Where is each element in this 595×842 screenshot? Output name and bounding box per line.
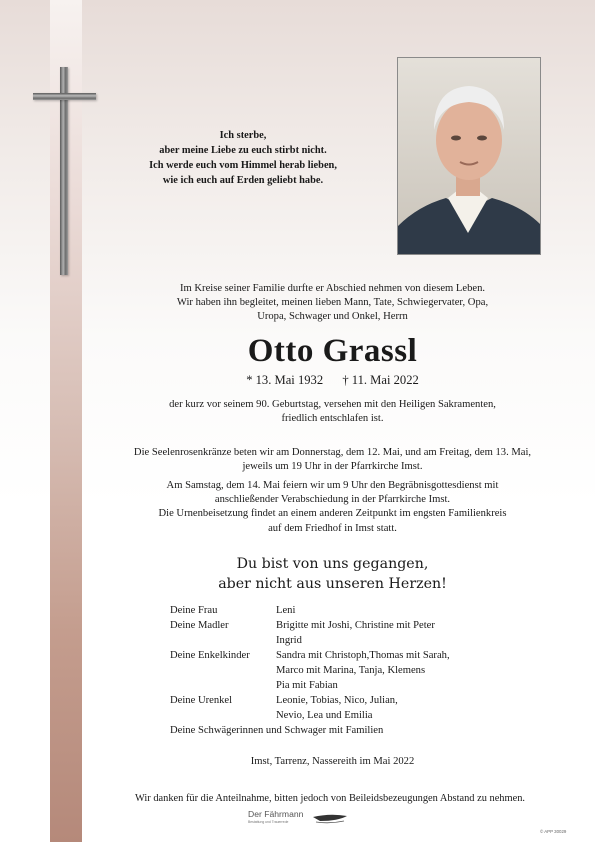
family-relation: Deine Frau: [170, 605, 218, 616]
family-name-line: Leni: [276, 605, 296, 616]
family-name-line: Nevio, Lea und Emilia: [276, 710, 373, 721]
funeral-line: Am Samstag, dem 14. Mai feiern wir um 9 Uhr den Begräbnisgottesdienst mit: [166, 480, 499, 491]
rosary-line: Die Seelenrosenkränze beten wir am Donnerstag, dem 12. Mai, und am Freitag, dem 13. Mai,: [133, 447, 532, 458]
portrait-photo: [397, 57, 541, 255]
poem-line: Ich werde euch vom Himmel herab lieben,: [149, 160, 337, 171]
family-relation: Deine Madler: [170, 620, 229, 631]
family-name-line: Marco mit Marina, Tanja, Klemens: [276, 665, 426, 676]
cross-icon-bar: [33, 93, 96, 100]
family-row: [170, 648, 550, 693]
intro-line: Uropa, Schwager und Onkel, Herrn: [257, 311, 408, 323]
death-date: † 11. Mai 2022: [342, 373, 419, 387]
portrait-icon: [398, 58, 540, 254]
memorial-quote: [105, 554, 560, 594]
poem-line: aber meine Liebe zu euch stirbt nicht.: [159, 145, 327, 156]
family-names: [276, 603, 550, 618]
family-extra: Deine Schwägerinnen und Schwager mit Familien: [170, 725, 384, 736]
family-names: [276, 618, 550, 648]
family-row: [170, 693, 550, 723]
intro-line: Wir haben ihn begleitet, meinen lieben Mann, Tate, Schwiegervater, Opa,: [176, 297, 489, 309]
birth-date: * 13. Mai 1932: [246, 373, 324, 387]
rosary-info: [105, 446, 560, 474]
family-row: [170, 618, 550, 648]
family-relation: Deine Urenkel: [170, 695, 233, 706]
intro-text: [105, 282, 560, 325]
quote-line: aber nicht aus unseren Herzen!: [218, 576, 447, 592]
family-name-line: Brigitte mit Joshi, Christine mit Peter: [276, 620, 435, 631]
boat-icon: [312, 812, 348, 824]
funeral-line: anschließender Verabschiedung in der Pfarrkirche Imst.: [214, 494, 451, 506]
family-names: [276, 693, 550, 723]
family-relation: Deine Enkelkinder: [170, 650, 250, 661]
family-name-line: Sandra mit Christoph,Thomas mit Sarah,: [276, 650, 450, 661]
family-name-line: Ingrid: [276, 635, 302, 646]
family-names: [276, 648, 550, 693]
funeral-line: Die Urnenbeisetzung findet an einem anderen Zeitpunkt im engsten Familienkreis: [158, 508, 507, 520]
quote-line: Du bist von uns gegangen,: [236, 556, 429, 572]
place-date: Imst, Tarrenz, Nassereith im Mai 2022: [250, 756, 415, 767]
deceased-name: Otto Grassl: [247, 333, 418, 369]
death-line: der kurz vor seinem 90. Geburtstag, versehen mit den Heiligen Sakramenten,: [169, 399, 496, 410]
poem-line: wie ich euch auf Erden geliebt habe.: [162, 175, 324, 186]
death-text: [105, 398, 560, 426]
thanks-note: Wir danken für die Anteilnahme, bitten jedoch von Beileidsbezeugungen Abstand zu nehmen.: [135, 793, 525, 804]
life-dates: [105, 372, 560, 388]
logo-subtitle: Bestattung und Trauerrede: [248, 820, 289, 824]
family-name-line: Pia mit Fabian: [276, 680, 338, 691]
funeral-info: [105, 479, 560, 536]
logo-name: Der Fährmann: [248, 809, 304, 819]
poem: [108, 128, 378, 188]
family-list: [170, 603, 550, 738]
family-row: [170, 603, 550, 618]
family-name-line: Leonie, Tobias, Nico, Julian,: [276, 695, 398, 706]
funeral-home-logo: [248, 809, 352, 829]
intro-line: Im Kreise seiner Familie durfte er Abschied nehmen von diesem Leben.: [179, 283, 486, 294]
death-line: friedlich entschlafen ist.: [281, 413, 384, 425]
rosary-line: jeweils um 19 Uhr in der Pfarrkirche Imst.: [242, 461, 423, 473]
poem-line: Ich sterbe,: [219, 130, 267, 141]
funeral-line: auf dem Friedhof in Imst statt.: [268, 522, 397, 534]
copyright: © APP 30029: [540, 829, 567, 834]
